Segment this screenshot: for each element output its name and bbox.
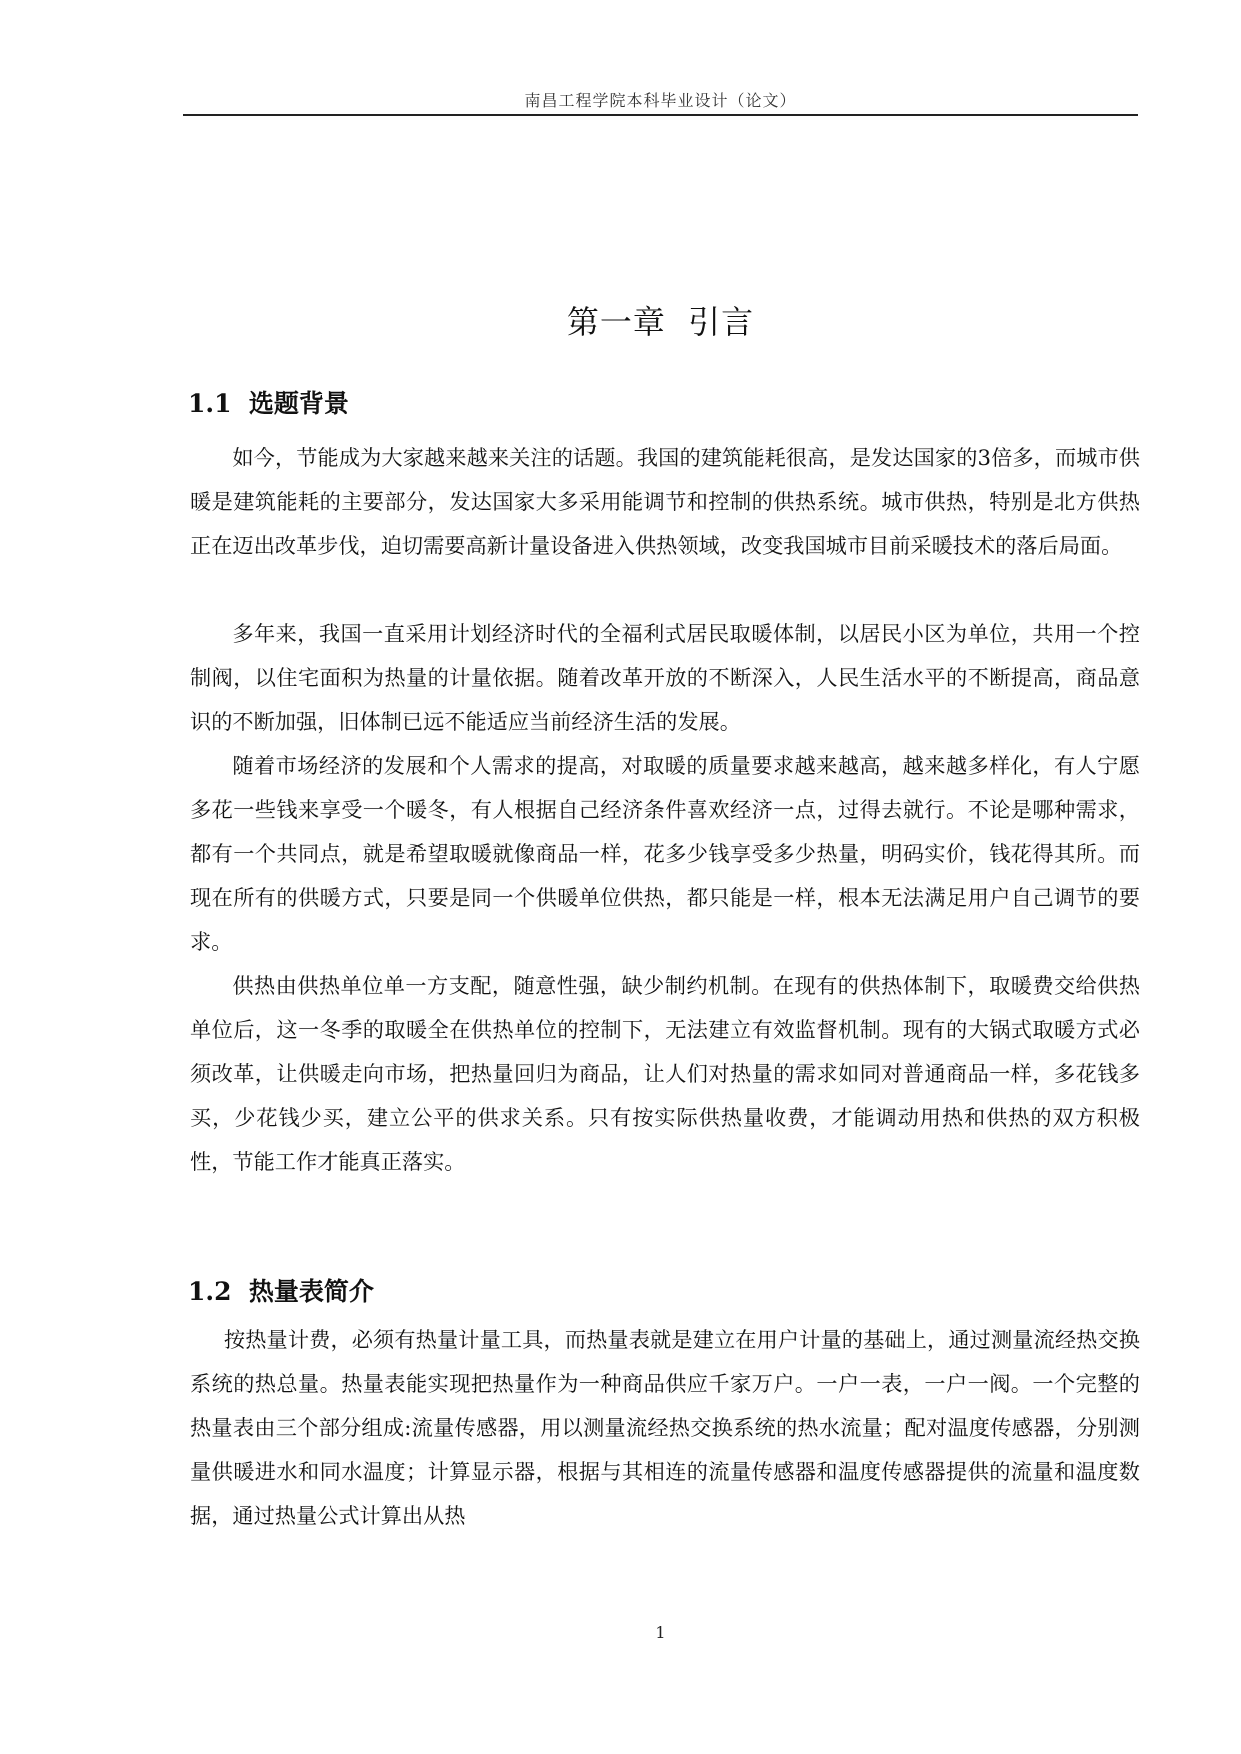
section-heading-1-1: 1.1 选题背景 — [188, 389, 349, 418]
paragraph: 如今，节能成为大家越来越来关注的话题。我国的建筑能耗很高，是发达国家的3倍多，而城市供暖是建筑能耗的主要部分，发达国家大多采用能调节和控制的供热系统。城市供热，特别是北方供热正在迈出改革步伐，迫切需要高新计量设备进入供热领域，改变我国城市目前采暖技术的落后局面。 — [190, 445, 1140, 558]
page-number: 1 — [655, 1623, 666, 1642]
section-heading-1-2: 1.2 热量表简介 — [188, 1277, 374, 1306]
paragraph: 多年来，我国一直采用计划经济时代的全福利式居民取暖体制，以居民小区为单位，共用一个控制阀，以住宅面积为热量的计量依据。随着改革开放的不断深入，人民生活水平的不断提高，商品意识的不断加强，旧体制已远不能适应当前经济生活的发展。 — [190, 621, 1140, 734]
running-header: 南昌工程学院本科毕业设计（论文） — [524, 91, 797, 110]
header-rule — [183, 114, 1138, 116]
paragraph: 按热量计费，必须有热量计量工具，而热量表就是建立在用户计量的基础上，通过测量流经热交换系统的热总量。热量表能实现把热量作为一种商品供应千家万户。一户一表，一户一阀。一个完整的热量表由三个部分组成:流量传感器，用以测量流经热交换系统的热水流量；配对温度传感器，分别测量供暖进水和同水温度；计算显示器，根据与其相连的流量传感器和温度传感器提供的流量和温度数据，通过热量公式计算出从热 — [190, 1327, 1140, 1528]
paragraph: 供热由供热单位单一方支配，随意性强，缺少制约机制。在现有的供热体制下，取暖费交给供热单位后，这一冬季的取暖全在供热单位的控制下，无法建立有效监督机制。现有的大锅式取暖方式必须改革，让供暖走向市场，把热量回归为商品，让人们对热量的需求如同对普通商品一样，多花钱多买，少花钱少买，建立公平的供求关系。只有按实际供热量收费，才能调动用热和供热的双方积极性，节能工作才能真正落实。 — [190, 973, 1140, 1174]
paragraph: 随着市场经济的发展和个人需求的提高，对取暖的质量要求越来越高，越来越多样化，有人宁愿多花一些钱来享受一个暖冬，有人根据自己经济条件喜欢经济一点，过得去就行。不论是哪种需求，都有一个共同点，就是希望取暖就像商品一样，花多少钱享受多少热量，明码实价，钱花得其所。而现在所有的供暖方式，只要是同一个供暖单位供热，都只能是一样，根本无法满足用户自己调节的要求。 — [190, 753, 1140, 954]
chapter-title: 第一章 引言 — [566, 303, 755, 342]
